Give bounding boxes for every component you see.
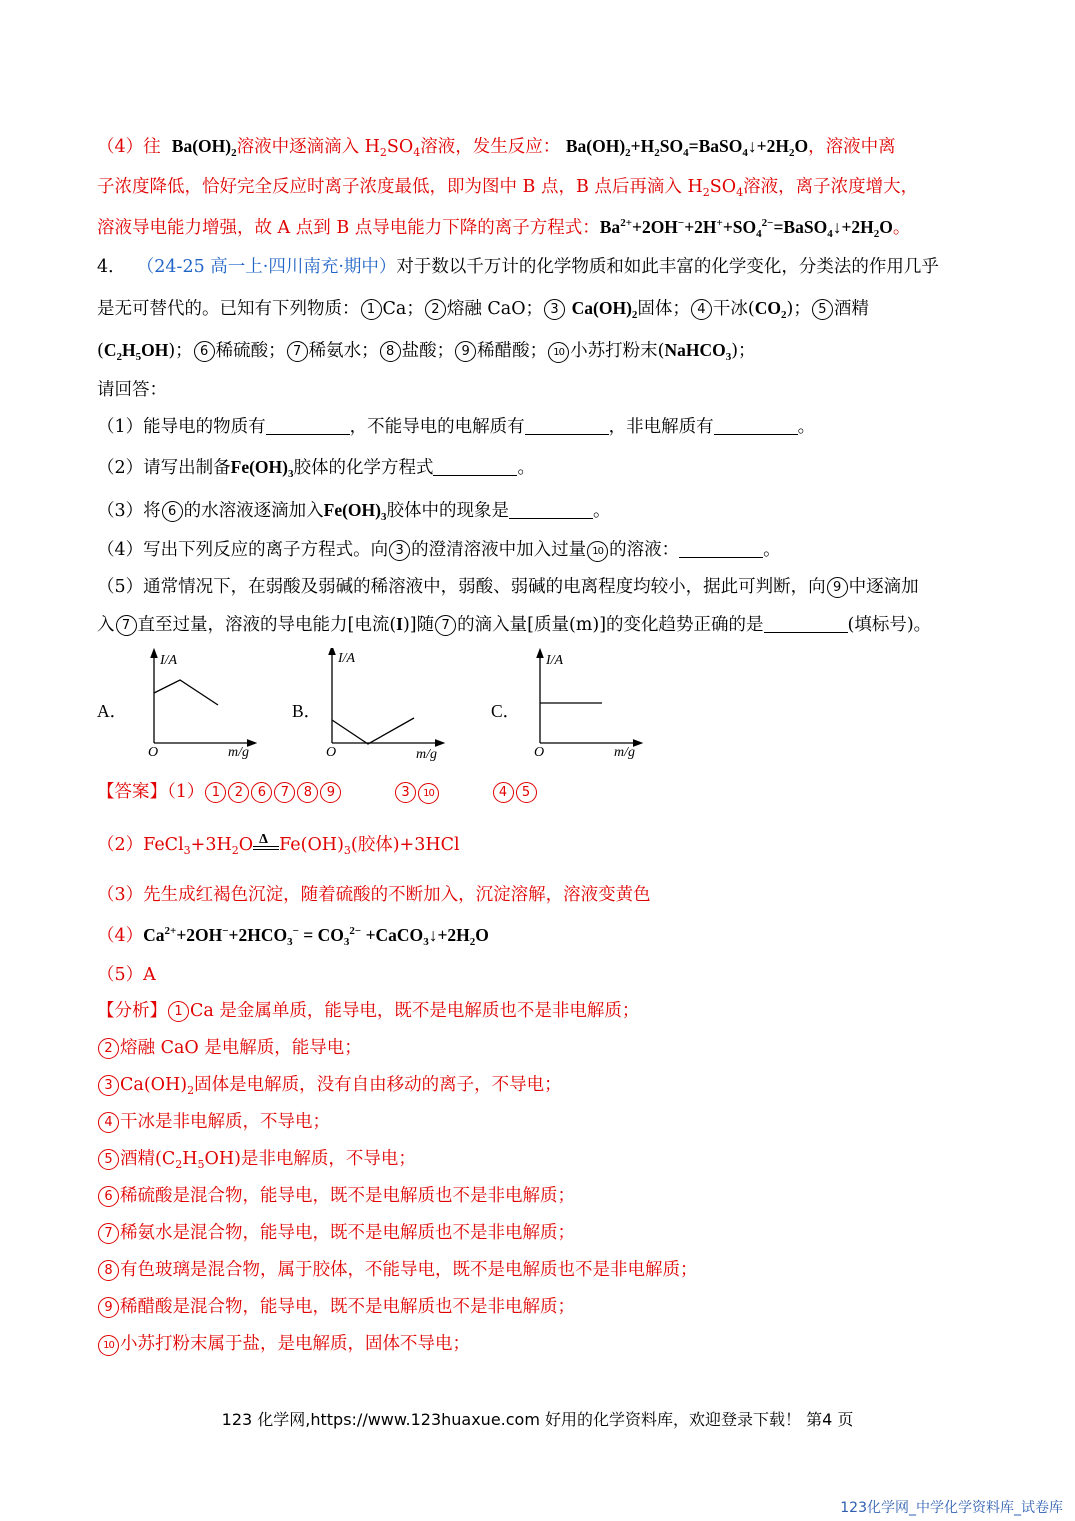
answer-blank[interactable] <box>433 457 517 476</box>
option-c-graph <box>526 648 646 763</box>
origin-label: O <box>326 745 337 760</box>
answer-2: $(2)FeCl_3+3H_2O$ Δ $Fe(OH)_3$(胶体)+3HCl <box>97 832 460 857</box>
answer-5: （5）A <box>97 965 156 985</box>
analysis-line-8: 8 有色玻璃是混合物，属于胶体，不能导电，既不是电解质也不是非电解质； <box>97 1258 987 1282</box>
analysis-line-10: 10 小苏打粉末属于盐，是电解质，固体不导电； <box>97 1332 987 1356</box>
y-label: I/A <box>338 651 356 666</box>
prev-answer-line-3: 溶液导电能力增强，故 A 点到 B 点导电能力下降的离子方程式：$Ba^{2+}+2OH^-+2H^++SO_4^{2-}=BaSO_4↓+2H_2O$。 <box>97 217 911 240</box>
answer-4: $(4)Ca^{2+}+2OH^-+2HCO_3^- = CO_3^{2-}$ $+CaCO_3↓+2H_2O$ <box>97 925 489 948</box>
option-b-graph <box>318 648 448 763</box>
analysis-line-2: 2 熔融 CaO 是电解质，能导电； <box>97 1036 987 1060</box>
option-b-label: B． <box>292 701 322 721</box>
answer-1: 【答案】（1） 1 2 6 7 8 9 3 10 4 5 <box>97 780 987 804</box>
curve <box>332 718 414 744</box>
page-footer: 123 化学网,https://www.123huaxue.com 好用的化学资料库，欢迎登录下载！ 第4 页 <box>221 1410 854 1429</box>
x-label: m/g <box>228 745 249 760</box>
question-line-2: 是无可替代的。已知有下列物质： 1 Ca； 2 熔融 CaO； 3 $Ca(OH)_2$固体； 4 干冰$(CO_2)$； 5 酒精 <box>97 298 869 321</box>
answer-blank[interactable] <box>714 416 798 435</box>
answer-blank[interactable] <box>679 539 763 558</box>
question-source: （24-25 高一上·四川南充·期中） <box>136 257 397 277</box>
watermark-link[interactable]: 123化学网_中学化学资料库_试卷库 <box>840 1500 1063 1516</box>
prev-answer-line-2: 子浓度降低，恰好完全反应时离子浓度最低，即为图中 B 点，B 点后再滴入 $H_2SO_4$溶液，离子浓度增大， <box>97 177 919 199</box>
analysis-line-5: 5 酒精$(C_2H_5OH)$是非电解质，不导电； <box>97 1147 987 1171</box>
answer-3: （3）先生成红褐色沉淀，随着硫酸的不断加入，沉淀溶解，溶液变黄色 <box>97 885 651 905</box>
analysis-line-3: 3 $Ca(OH)_2$固体是电解质，没有自由移动的离子，不导电； <box>97 1073 987 1097</box>
origin-label: O <box>148 745 159 760</box>
analysis-line-6: 6 稀硫酸是混合物，能导电，既不是电解质也不是非电解质； <box>97 1184 987 1208</box>
sub-question-1: （1）能导电的物质有 ，不能导电的电解质有 ，非电解质有 。 <box>97 417 816 437</box>
analysis-line-9: 9 稀醋酸是混合物，能导电，既不是电解质也不是非电解质； <box>97 1295 987 1319</box>
answer-blank[interactable] <box>525 416 609 435</box>
sub-question-4: （4）写出下列反应的离子方程式。向 3 的澄清溶液中加入过量 10 的溶液： 。 <box>97 540 781 560</box>
question-prompt: 请回答： <box>97 380 167 400</box>
sub-question-5-line-1: （5）通常情况下，在弱酸及弱碱的稀溶液中，弱酸、弱碱的电离程度均较小，据此可判断，向 9 中逐滴加 <box>97 577 919 597</box>
analysis-line-1: 【分析】 1 Ca 是金属单质，能导电，既不是电解质也不是非电解质； <box>97 1001 640 1021</box>
sub-question-2: （2）请写出制备$Fe(OH)_3$胶体的化学方程式 。 <box>97 457 535 480</box>
question-line-1: 4． （24-25 高一上·四川南充·期中）对于数以千万计的化学物质和如此丰富的化学变化，分类法的作用几乎 <box>97 257 939 277</box>
prev-answer-line-1: （4）往 $Ba(OH)_2$溶液中逐滴滴入 $H_2SO_4$溶液，发生反应： $Ba(OH)_2+H_2SO_4=BaSO_4↓+2H_2O$，溶液中离 <box>97 136 896 159</box>
analysis-line-4: 4 干冰是非电解质，不导电； <box>97 1110 987 1134</box>
curve <box>154 680 218 705</box>
y-label: I/A <box>160 653 178 668</box>
option-c-label: C． <box>491 701 521 721</box>
answer-blank[interactable] <box>764 614 848 633</box>
origin-label: O <box>534 745 545 760</box>
sub-question-3: （3）将 6 的水溶液逐滴加入$Fe(OH)_3$胶体中的现象是 。 <box>97 500 611 523</box>
answer-blank[interactable] <box>266 416 350 435</box>
analysis-line-7: 7 稀氨水是混合物，能导电，既不是电解质也不是非电解质； <box>97 1221 987 1245</box>
question-line-3: $(C_2H_5OH)$； 6 稀硫酸； 7 稀氨水； 8 盐酸； 9 稀醋酸； 10 小苏打粉末(NaHCO$_3$)； <box>97 340 756 363</box>
answer-blank[interactable] <box>509 500 593 519</box>
option-a-graph <box>140 648 260 763</box>
sub-question-5-line-2: 入 7 直至过量，溶液的导电能力[电流(I)]随 7 的滴入量[质量(m)]的变化趋势正确的是 (填标号)。 <box>97 614 932 635</box>
y-label: I/A <box>546 653 564 668</box>
x-label: m/g <box>614 745 635 760</box>
x-label: m/g <box>416 747 437 762</box>
option-a-label: A． <box>97 701 128 721</box>
